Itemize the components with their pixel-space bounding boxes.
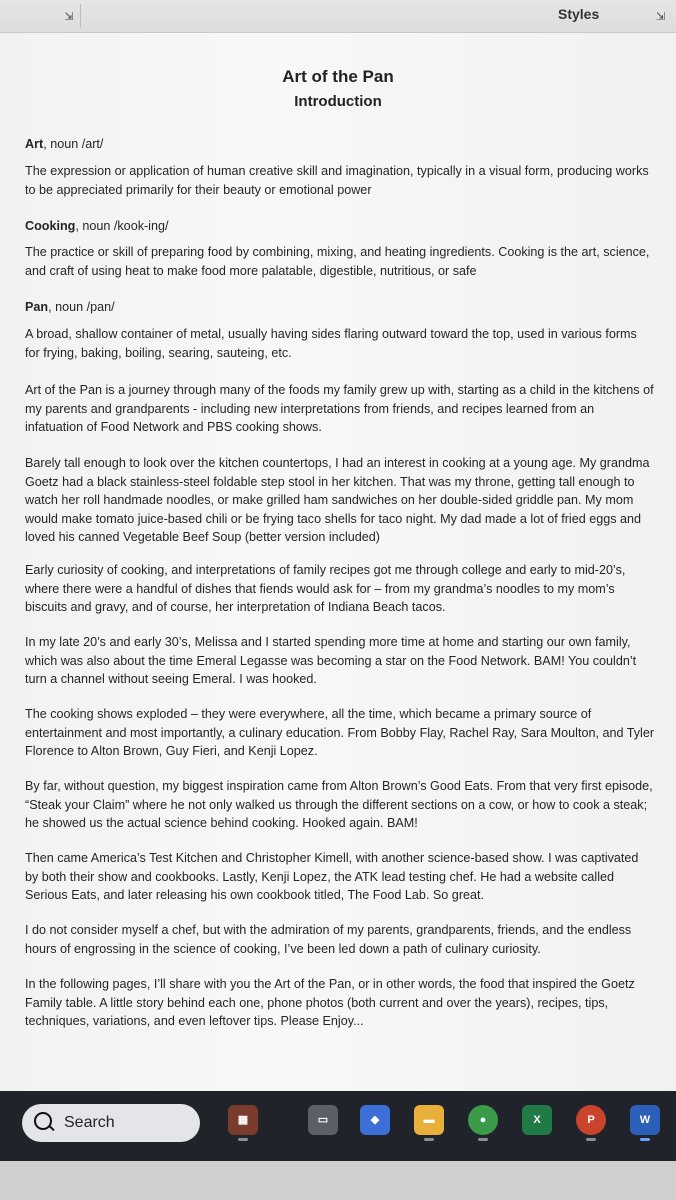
styles-group-label[interactable]: Styles bbox=[558, 6, 600, 22]
definition-text-cooking: The practice or skill of preparing food by combining, mixing, and heating ingredients. Cooking is the art, science, and craft of using heat to make food more palatable, digestible, nutritious, or safe bbox=[25, 245, 650, 278]
paragraph-5: The cooking shows exploded – they were everywhere, all the time, which became a primary source of entertainment and most importantly, a culinary education. From Bobby Flay, Rachel Ray, Sara Moulton, and Tyler Florence to Alton Brown, Guy Fieri, and Kenji Lopez. bbox=[25, 707, 655, 758]
task-view-icon[interactable]: ▭ bbox=[308, 1105, 338, 1135]
paragraph-6: By far, without question, my biggest inspiration came from Alton Brown’s Good Eats. From that very first episode, “Steak your Claim” where he not only walked us through the different sections on a cow, or how to cook a steak; he showed us the actual science behind cooking. Hooked again. BAM! bbox=[25, 779, 653, 830]
word-icon[interactable]: W bbox=[630, 1105, 660, 1135]
search-label: Search bbox=[64, 1114, 115, 1131]
definition-heading-cooking: Cooking, noun /kook-ing/ bbox=[25, 219, 169, 233]
taskbar-search-box[interactable] bbox=[22, 1104, 200, 1142]
app-indicator bbox=[478, 1138, 488, 1141]
app-indicator-active bbox=[640, 1138, 650, 1141]
app-indicator bbox=[586, 1138, 596, 1141]
definition-text-art: The expression or application of human creative skill and imagination, typically in a visual form, producing works to be appreciated primarily for their beauty or emotional power bbox=[25, 164, 649, 197]
paragraph-3: Early curiosity of cooking, and interpretations of family recipes got me through college and early to mid-20’s, where there were a handful of dishes that fiends would ask for – from my grandma’s noodles to my mom’s biscuits and gravy, and of course, her interpretation of Indiana Beach tacos. bbox=[25, 563, 626, 614]
chrome-icon[interactable]: ● bbox=[468, 1105, 498, 1135]
paragraph-9: In the following pages, I’ll share with you the Art of the Pan, or in other words, the food that inspired the Goetz Family table. A little story behind each one, phone photos (both current and over the years), recipes, tips, techniques, variations, and even leftover tips. Please Enjoy... bbox=[25, 977, 635, 1028]
copilot-icon[interactable]: ◆ bbox=[360, 1105, 390, 1135]
definition-heading-pan: Pan, noun /pan/ bbox=[25, 300, 115, 314]
paragraph-7: Then came America’s Test Kitchen and Christopher Kimell, with another science-based show. I was captivated by both their show and cookbooks. Lastly, Kenji Lopez, the ATK lead testing chef. He had a website called Serious Eats, and later releasing his own cookbook titled, The Food Lab. So great. bbox=[25, 851, 639, 902]
page-subtitle: Introduction bbox=[294, 93, 382, 110]
page-title: Art of the Pan bbox=[282, 67, 394, 86]
dialog-launcher-icon[interactable]: ⇲ bbox=[64, 10, 74, 23]
document-area bbox=[0, 33, 676, 1091]
widgets-icon[interactable]: ▦ bbox=[228, 1105, 258, 1135]
powerpoint-icon[interactable]: P bbox=[576, 1105, 606, 1135]
folder-icon[interactable]: ▬ bbox=[414, 1105, 444, 1135]
screen-bezel bbox=[0, 1161, 676, 1200]
taskbar bbox=[0, 1091, 676, 1161]
document-page[interactable] bbox=[0, 33, 676, 1091]
app-indicator bbox=[424, 1138, 434, 1141]
definition-heading-art: Art, noun /art/ bbox=[25, 137, 104, 151]
paragraph-4: In my late 20’s and early 30’s, Melissa and I started spending more time at home and starting our own family, which was also about the time Emeral Legasse was becoming a star on the Food Network. BAM! You couldn’t turn a channel without seeing Emeral. I was hooked. bbox=[25, 635, 637, 686]
search-icon bbox=[34, 1112, 52, 1130]
excel-icon[interactable]: X bbox=[522, 1105, 552, 1135]
app-indicator bbox=[238, 1138, 248, 1141]
ribbon-divider bbox=[80, 4, 81, 28]
paragraph-8: I do not consider myself a chef, but with the admiration of my parents, grandparents, friends, and the endless hours of engrossing in the science of cooking, I’ve been led down a path of culinary curiosity. bbox=[25, 923, 632, 956]
definition-text-pan: A broad, shallow container of metal, usually having sides flaring outward toward the top, used in various forms for frying, baking, boiling, searing, sauteing, etc. bbox=[25, 327, 637, 360]
paragraph-1: Art of the Pan is a journey through many of the foods my family grew up with, starting as a child in the kitchens of my parents and grandparents - including new interpretations from friends, and recipes learned from an infatuation of Food Network and PBS cooking shows. bbox=[25, 383, 654, 434]
ribbon bbox=[0, 0, 676, 33]
paragraph-2: Barely tall enough to look over the kitchen countertops, I had an interest in cooking at a young age. My grandma Goetz had a black stainless-steel foldable step stool in her kitchen. That was my throne, getting tall enough to watch her roll handmade noodles, or make grilled ham sandwiches on her double-sided griddle pan. My mom would make tomato juice-based chili or be frying taco shells for taco night. My dad made a lot of fried eggs and loved his canned Vegetable Beef Soup (better version included) bbox=[25, 456, 650, 544]
styles-launcher-icon[interactable]: ⇲ bbox=[656, 10, 666, 23]
